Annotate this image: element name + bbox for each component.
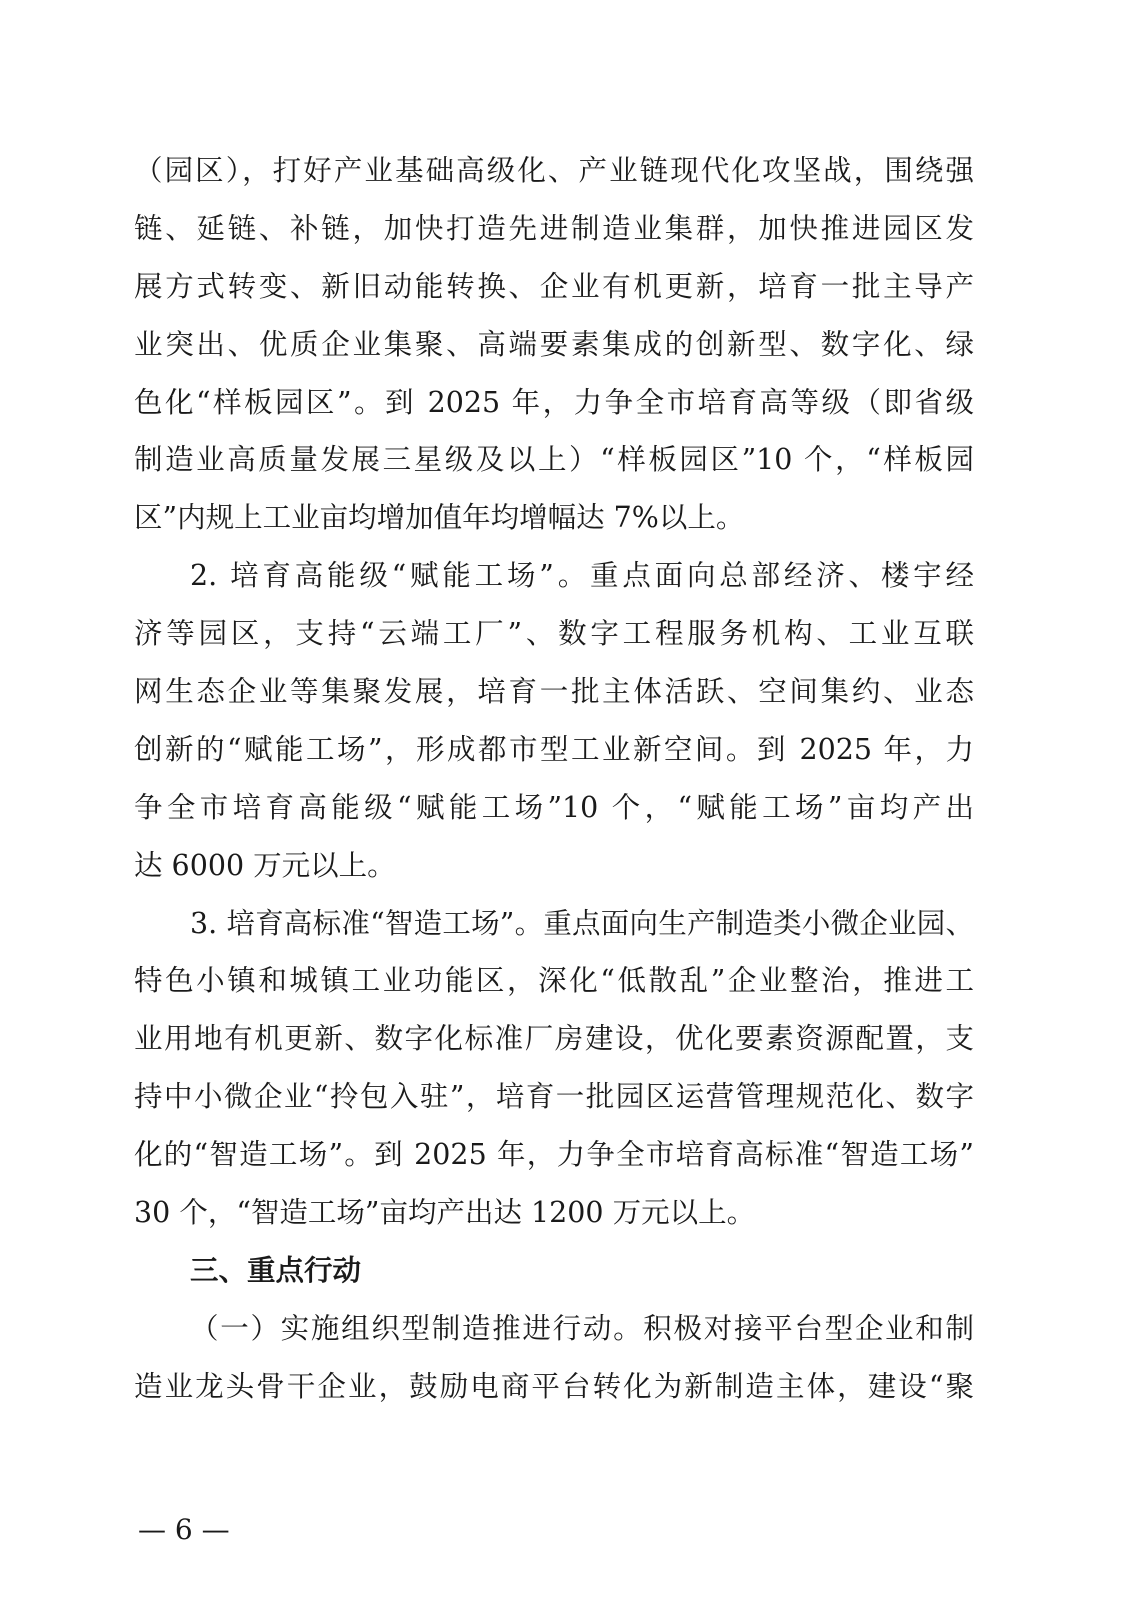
text-line: 争全市培育高能级“赋能工场”10 个，“赋能工场”亩均产出: [134, 790, 974, 824]
text-line: 创新的“赋能工场”，形成都市型工业新空间。到 2025 年，力: [134, 732, 974, 766]
body-text: [134, 142, 974, 1416]
text-line: 化的“智造工场”。到 2025 年，力争全市培育高标准“智造工场”: [134, 1138, 974, 1172]
text-line: （园区），打好产业基础高级化、产业链现代化攻坚战，围绕强: [134, 154, 974, 187]
text-line: 特色小镇和城镇工业功能区，深化“低散乱”企业整治，推进工: [134, 964, 974, 998]
page-number: — 6 —: [138, 1513, 230, 1546]
text-line: 制造业高质量发展三星级及以上）“样板园区”10 个，“样板园: [134, 443, 974, 477]
text-line: 达 6000 万元以上。: [134, 848, 396, 882]
paragraph-start-line: 2. 培育高能级“赋能工场”。重点面向总部经济、楼宇经: [190, 559, 974, 593]
section-heading: 三、重点行动: [190, 1253, 362, 1287]
text-line: 展方式转变、新旧动能转换、企业有机更新，培育一批主导产: [134, 269, 974, 303]
paragraph-start-line: （一）实施组织型制造推进行动。积极对接平台型企业和制: [190, 1311, 974, 1345]
paragraph-start-line: 3. 培育高标准“智造工场”。重点面向生产制造类小微企业园、: [190, 906, 974, 940]
text-line: 造业龙头骨干企业，鼓励电商平台转化为新制造主体，建设“聚: [134, 1369, 974, 1403]
text-line: 业突出、优质企业集聚、高端要素集成的创新型、数字化、绿: [134, 327, 974, 361]
text-line: 业用地有机更新、数字化标准厂房建设，优化要素资源配置，支: [134, 1022, 974, 1056]
text-line: 30 个，“智造工场”亩均产出达 1200 万元以上。: [134, 1196, 756, 1230]
text-line: 持中小微企业“拎包入驻”，培育一批园区运营管理规范化、数字: [134, 1080, 974, 1114]
text-line: 链、延链、补链，加快打造先进制造业集群，加快推进园区发: [134, 211, 974, 245]
text-line: 济等园区，支持“云端工厂”、数字工程服务机构、工业互联: [134, 617, 974, 651]
text-line: 色化“样板园区”。到 2025 年，力争全市培育高等级（即省级: [134, 385, 974, 419]
text-line: 网生态企业等集聚发展，培育一批主体活跃、空间集约、业态: [134, 675, 974, 709]
text-line: 区”内规上工业亩均增加值年均增幅达 7%以上。: [134, 501, 745, 535]
